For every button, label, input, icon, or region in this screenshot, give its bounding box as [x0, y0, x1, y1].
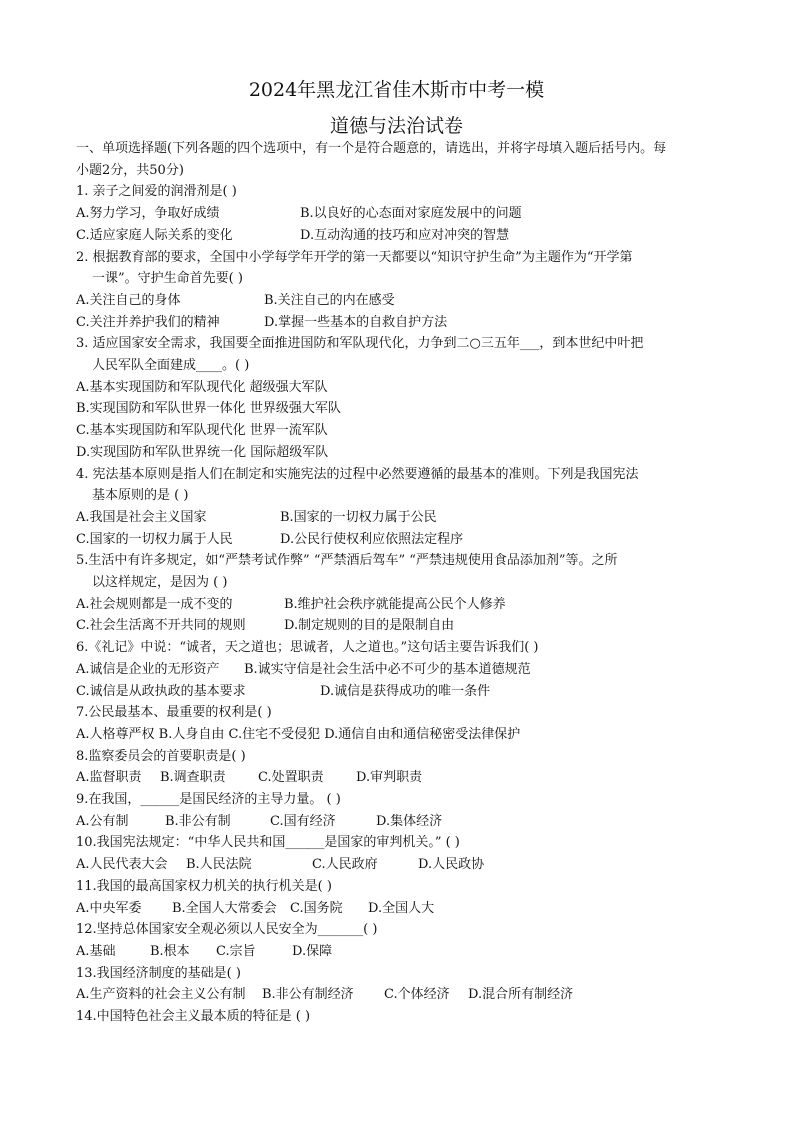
section-heading-cont: 小题2分，共50分) — [76, 162, 184, 178]
answer-option: C.国家的一切权力属于人民 — [76, 531, 233, 547]
answer-option: A.生产资料的社会主义公有制 — [76, 987, 246, 1003]
answer-option: A.基本实现国防和军队现代化 超级强大军队 — [76, 379, 328, 395]
section-heading: 一、单项选择题(下列各题的四个选项中，有一个是符合题意的，请选出，并将字母填入题后括号内。每 — [76, 141, 667, 156]
answer-option: A.诚信是企业的无形资产 — [76, 661, 220, 677]
answer-option: B.全国人大常委会 — [172, 900, 277, 916]
answer-option: C.处置职责 — [258, 770, 324, 786]
answer-option: D.掌握一些基本的自救自护方法 — [264, 314, 448, 330]
answer-option: B.以良好的心态面对家庭发展中的问题 — [300, 206, 522, 222]
answer-option: D.集体经济 — [376, 813, 443, 829]
question-stem: 11.我国的最高国家权力机关的执行机关是( ) — [76, 878, 332, 894]
answer-option: C.国务院 — [290, 900, 343, 916]
question-stem: 2. 根据教育部的要求，全国中小学每学年开学的第一天都要以“知识守护生命”为主题作为“开学第 — [76, 249, 633, 265]
answer-option: C.国有经济 — [270, 813, 336, 829]
question-stem: 8.监察委员会的首要职责是( ) — [76, 748, 246, 764]
answer-option: C.基本实现国防和军队现代化 世界一流军队 — [76, 423, 328, 439]
question-stem: 13.我国经济制度的基础是( ) — [76, 965, 241, 981]
answer-option: C.关注并养护我们的精神 — [76, 314, 220, 330]
answer-option: B.人民法院 — [186, 857, 252, 873]
answer-option: D.全国人大 — [368, 900, 435, 916]
question-stem: 9.在我国，______是国民经济的主导力量。 ( ) — [76, 792, 341, 807]
answer-option: B.实现国防和军队世界一体化 世界级强大军队 — [76, 401, 341, 417]
answer-option: D.审判职责 — [356, 770, 423, 786]
answer-option: C.宗旨 — [216, 943, 256, 959]
question-stem-cont: 一课”。守护生命首先要( ) — [92, 271, 243, 287]
answer-option: A.人格尊严权 B.人身自由 C.住宅不受侵犯 D.通信自由和通信秘密受法律保护 — [76, 726, 521, 742]
question-stem: 10.我国宪法规定：“中华人民共和国______是国家的审判机关。” ( ) — [76, 835, 460, 851]
answer-option: C.社会生活离不开共同的规则 — [76, 618, 246, 634]
answer-option: D.保障 — [292, 943, 333, 959]
answer-option: D.制定规则的目的是限制自由 — [284, 618, 455, 634]
answer-option: C.诚信是从政执政的基本要求 — [76, 683, 246, 699]
answer-option: D.公民行使权利应依照法定程序 — [280, 531, 464, 547]
answer-option: C.人民政府 — [312, 857, 378, 873]
answer-option: C.个体经济 — [384, 987, 450, 1003]
answer-option: A.关注自己的身体 — [76, 292, 181, 308]
question-stem: 12.坚持总体国家安全观必须以人民安全为_______( ) — [76, 922, 378, 938]
answer-option: C.适应家庭人际关系的变化 — [76, 227, 233, 243]
answer-option: D.互动沟通的技巧和应对冲突的智慧 — [300, 227, 510, 243]
question-stem: 4. 宪法基本原则是指人们在制定和实施宪法的过程中必然要遵循的最基本的准则。下列是我国宪法 — [76, 466, 639, 482]
answer-option: B.非公有制经济 — [262, 987, 354, 1003]
question-stem-cont: 人民军队全面建成____。( ) — [92, 358, 250, 373]
answer-option: B.调查职责 — [160, 770, 226, 786]
answer-option: D.实现国防和军队世界统一化 国际超级军队 — [76, 444, 329, 460]
answer-option: D.诚信是获得成功的唯一条件 — [320, 683, 491, 699]
exam-subtitle: 道德与法治试卷 — [329, 115, 463, 137]
question-stem-cont: 基本原则的是 ( ) — [92, 488, 189, 504]
answer-option: A.努力学习，争取好成绩 — [76, 206, 220, 222]
answer-option: A.我国是社会主义国家 — [76, 509, 207, 525]
question-stem: 7.公民最基本、最重要的权利是( ) — [76, 705, 272, 721]
answer-option: A.社会规则都是一成不变的 — [76, 596, 233, 612]
answer-option: B.根本 — [150, 943, 190, 959]
question-stem: 14.中国特色社会主义最本质的特征是 ( ) — [76, 1009, 311, 1024]
question-stem: 5.生活中有许多规定，如“严禁考试作弊” “严禁酒后驾车” “严禁违规使用食品添加剂”等。之所 — [76, 553, 618, 569]
answer-option: B.国家的一切权力属于公民 — [280, 509, 437, 525]
answer-option: B.非公有制 — [165, 813, 231, 829]
answer-option: A.人民代表大会 — [76, 857, 168, 873]
question-stem-cont: 以这样规定，是因为 ( ) — [92, 575, 228, 590]
question-stem: 3. 适应国家安全需求，我国要全面推进国防和军队现代化，力争到二○三五年___，到本世纪中叶把 — [76, 336, 644, 352]
answer-option: A.基础 — [76, 943, 116, 959]
question-stem: 6.《礼记》中说：“诚者，天之道也；思诚者，人之道也。”这句话主要告诉我们( ) — [76, 640, 539, 656]
answer-option: B.诚实守信是社会生活中必不可少的基本道德规范 — [244, 661, 531, 677]
exam-title: 2024年黑龙江省佳木斯市中考一模 — [248, 79, 545, 101]
answer-option: D.人民政协 — [418, 857, 485, 873]
question-stem: 1. 亲子之间爱的润滑剂是( ) — [76, 184, 237, 200]
answer-option: B.关注自己的内在感受 — [264, 292, 395, 308]
answer-option: A.中央军委 — [76, 900, 142, 916]
answer-option: A.监督职责 — [76, 770, 142, 786]
answer-option: A.公有制 — [76, 813, 129, 829]
answer-option: D.混合所有制经济 — [468, 987, 574, 1003]
answer-option: B.维护社会秩序就能提高公民个人修养 — [284, 596, 506, 612]
